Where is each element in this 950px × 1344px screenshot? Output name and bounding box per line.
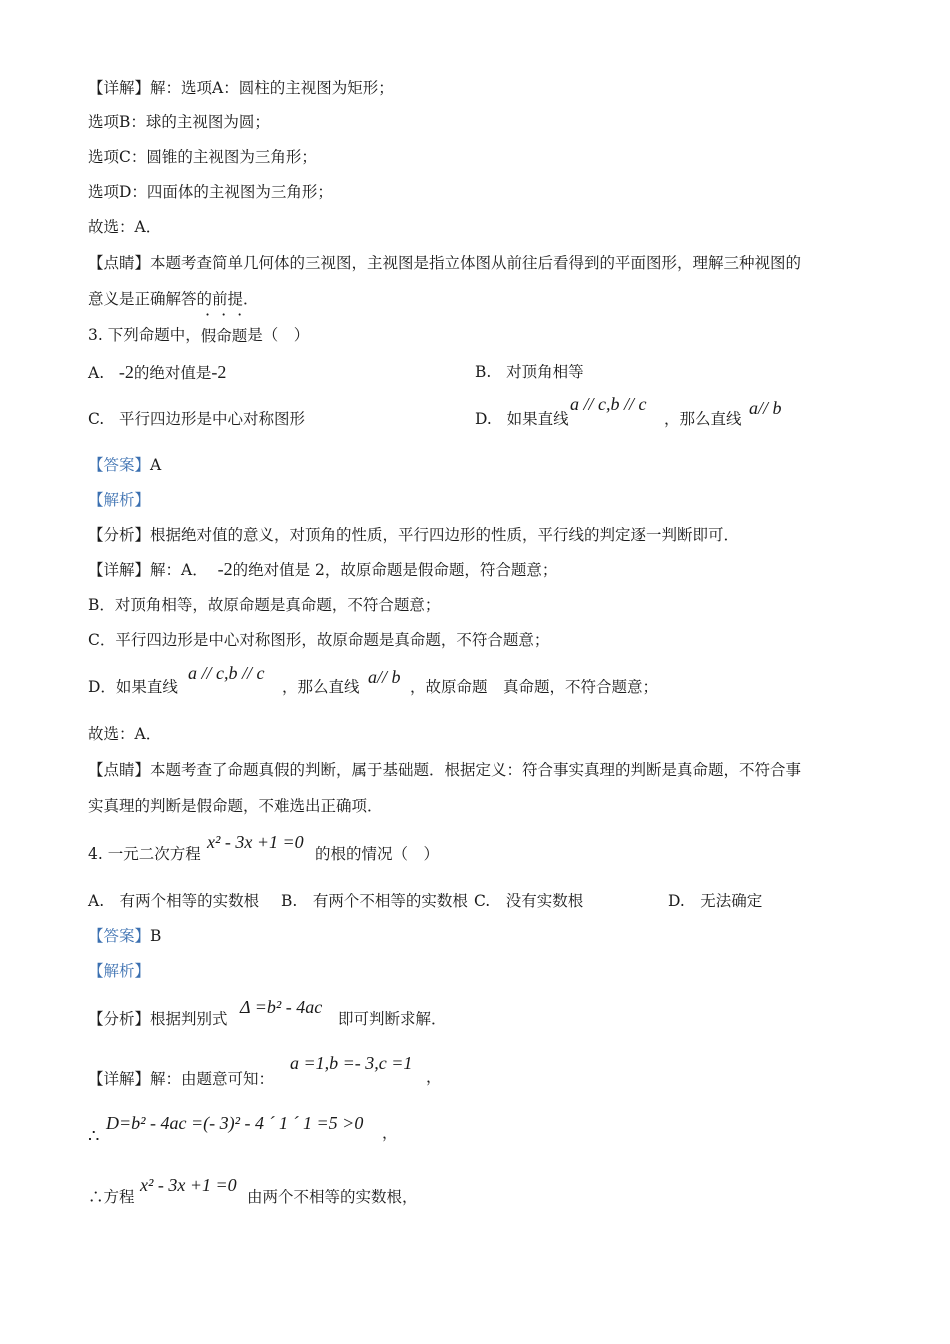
q2-comment-line2: 意义是正确解答的前提． xyxy=(88,290,259,308)
q3-option-d-text2: ，那么直线 xyxy=(664,410,742,428)
q4-detail-math: a =1,b =- 3,c =1 xyxy=(290,1053,413,1073)
q4-discriminant-post: ， xyxy=(382,1124,398,1142)
q2-detail-line-d: 选项D：四面体的主视图为三角形； xyxy=(88,183,333,201)
q3-answer: 【答案】A xyxy=(88,456,162,474)
q4-detail-pre: 【详解】解：由题意可知： xyxy=(88,1070,275,1088)
comment-tag: 【点睛】 xyxy=(88,254,151,272)
q4-option-b: B. 有两个不相等的实数根 xyxy=(281,892,468,910)
q3-detail-d-post: ，故原命题 真命题，不符合题意； xyxy=(410,678,659,696)
q3-detail-d-math2: a// b xyxy=(368,667,401,687)
q2-detail-line-c: 选项C：圆锥的主视图为三角形； xyxy=(88,148,317,166)
q3-detail-d-mid: ，那么直线 xyxy=(282,678,360,696)
q4-option-a: A. 有两个相等的实数根 xyxy=(88,892,260,910)
q3-detail-d-pre: D．如果直线 xyxy=(88,678,178,696)
q4-option-d: D. 无法确定 xyxy=(668,892,763,910)
detail-tag: 【详解】 xyxy=(88,79,151,97)
q3-conclusion: 故选：A． xyxy=(88,725,162,743)
q2-detail-line-b: 选项B：球的主视图为圆； xyxy=(88,113,270,131)
q3-detail-b: B．对顶角相等，故原命题是真命题，不符合题意； xyxy=(88,596,441,614)
q2-comment-line1: 【点睛】本题考查简单几何体的三视图，主视图是指立体图从前往后看得到的平面图形，理解三种视图的 xyxy=(88,254,802,272)
q4-answer: 【答案】B xyxy=(88,927,162,945)
q2-detail-line-a: 【详解】解：选项A：圆柱的主视图为矩形； xyxy=(88,79,394,97)
q3-option-a: A. -2的绝对值是-2 xyxy=(88,362,227,382)
q3-comment-line2: 实真理的判断是假命题，不难选出正确项． xyxy=(88,797,383,815)
q4-fenxi-pre: 【分析】根据判别式 xyxy=(88,1010,228,1028)
q3-detail-d-math1: a // c,b // c xyxy=(188,663,265,683)
q4-fenxi-math: Δ =b² - 4ac xyxy=(240,997,323,1017)
q3-option-d-math2: a// b xyxy=(749,398,782,418)
q3-option-d: D. 如果直线 xyxy=(475,410,569,428)
q4-option-c: C. 没有实数根 xyxy=(474,892,584,910)
q3-option-b: B. 对顶角相等 xyxy=(475,363,584,381)
q4-analysis-tag: 【解析】 xyxy=(88,962,151,980)
q4-equation-math: x² - 3x +1 =0 xyxy=(140,1175,237,1195)
q3-comment-line1: 【点睛】本题考查了命题真假的判断，属于基础题．根据定义：符合事实真理的判断是真命题，不符合事 xyxy=(88,761,802,779)
q3-detail-c: C．平行四边形是中心对称图形，故原命题是真命题，不符合题意； xyxy=(88,631,550,649)
q4-discriminant-math: D=b² - 4ac =(- 3)² - 4 ´ 1 ´ 1 =5 >0 xyxy=(106,1113,364,1133)
answer-tag: 【答案】 xyxy=(88,456,151,474)
therefore-symbol-1: ∴ xyxy=(88,1126,100,1147)
therefore-symbol-2: ∴方程 xyxy=(88,1188,135,1206)
q3-fenxi: 【分析】根据绝对值的意义，对顶角的性质，平行四边形的性质，平行线的判定逐一判断即可． xyxy=(88,526,740,544)
q3-detail-a: 【详解】解：A． -2的绝对值是 2，故原命题是假命题，符合题意； xyxy=(88,559,558,579)
q4-stem-post: 的根的情况（ ） xyxy=(315,845,440,863)
answer-tag: 【答案】 xyxy=(88,927,151,945)
q3-option-d-math1: a // c,b // c xyxy=(570,394,647,414)
emphasis-dots: ·​·​· xyxy=(205,305,254,324)
q4-conclusion-post: 由两个不相等的实数根， xyxy=(247,1188,418,1206)
q3-option-c: C. 平行四边形是中心对称图形 xyxy=(88,410,306,428)
emphasis-text: 假命题 xyxy=(200,327,248,345)
q4-stem-math: x² - 3x +1 =0 xyxy=(207,832,304,852)
q2-conclusion: 故选：A． xyxy=(88,218,162,236)
q3-analysis-tag: 【解析】 xyxy=(88,491,151,509)
q3-stem: 3. 下列命题中，假命题是（ ） xyxy=(88,326,310,345)
q4-fenxi-post: 即可判断求解． xyxy=(338,1010,447,1028)
q4-detail-post: ， xyxy=(426,1068,442,1086)
q4-stem-pre: 4. 一元二次方程 xyxy=(88,845,201,863)
